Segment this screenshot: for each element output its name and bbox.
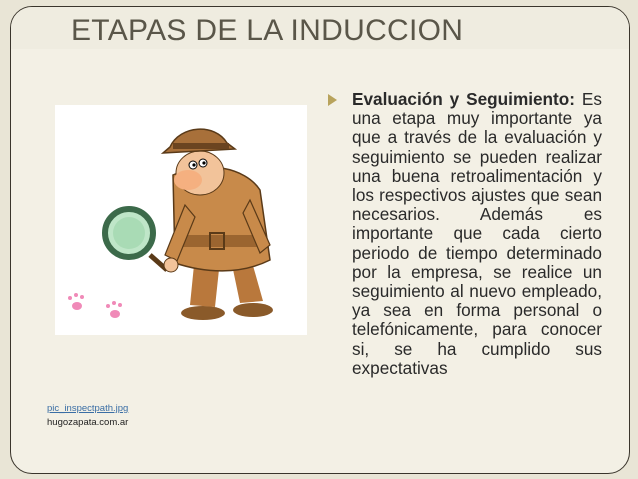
- image-source-site: hugozapata.com.ar: [47, 417, 129, 428]
- bullet-arrow-icon: [328, 94, 337, 106]
- bullet-paragraph: [352, 90, 602, 378]
- bullet-text: Es una etapa muy importante ya que a través de la evaluación y seguimiento se pueden realizar una buena retroalimentación y los respectivos ajustes que sean necesarios. Además es importante que cada cierto periodo de tiempo determinado por la empresa, se realice un seguimiento al nuevo empleado, ya sea en forma personal o telefónicamente, para conocer si, se ha cumplido sus expectativas: [352, 89, 602, 378]
- image-source-link[interactable]: pic_inspectpath.jpg: [47, 403, 129, 414]
- bullet-item: [331, 90, 602, 378]
- slide-title: ETAPAS DE LA INDUCCION: [71, 14, 464, 47]
- detective-illustration: [55, 105, 307, 335]
- slide-frame: [10, 6, 630, 474]
- bullet-heading: Evaluación y Seguimiento:: [352, 89, 576, 109]
